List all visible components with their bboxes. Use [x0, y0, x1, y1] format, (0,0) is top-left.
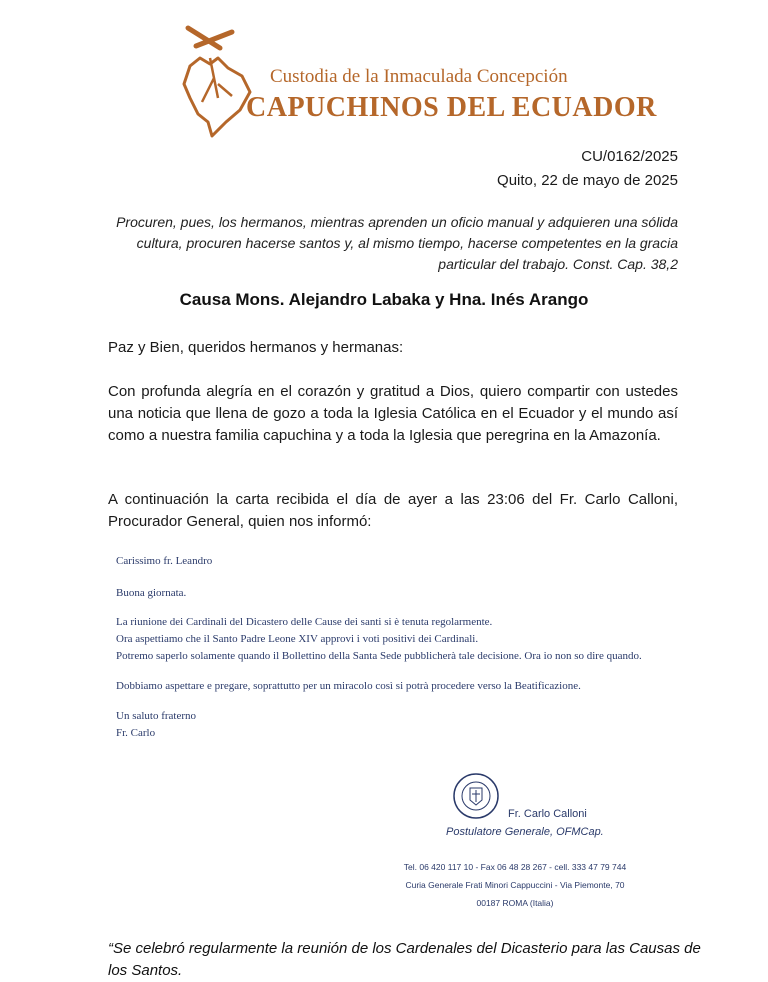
org-title: CAPUCHINOS DEL ECUADOR — [246, 92, 657, 123]
paragraph-intro-letter: A continuación la carta recibida el día de ayer a las 23:06 del Fr. Carlo Calloni, Procurador General, quien nos informó: — [108, 491, 678, 530]
signature-name: Fr. Carlo Calloni — [508, 808, 587, 820]
letter-body-line: Ora aspettiamo che il Santo Padre Leone XIV approvi i voti positivi dei Cardinali. — [116, 633, 479, 645]
paragraph-announcement: Con profunda alegría en el corazón y gratitud a Dios, quiero compartir con ustedes una noticia que llena de gozo a toda la Iglesia Católica en el Ecuador y el mundo así como a nuestra familia capuchina y a toda la Iglesia que peregrina en la Amazonía. — [108, 383, 678, 444]
document-title: Causa Mons. Alejandro Labaka y Hna. Inés Arango — [179, 290, 589, 309]
translation-quote: “Se celebró regularmente la reunión de los Cardenales del Dicasterio para las Causas de los Santos. — [108, 940, 701, 979]
epigraph: Procuren, pues, los hermanos, mientras aprenden un oficio manual y adquieren una sólida cultura, procuren hacerse santos y, al mismo tiempo, hacerse competentes en la gracia particular del trabajo. Const. Cap. 38,2 — [116, 214, 678, 272]
signature-role: Postulatore Generale, OFMCap. — [446, 826, 604, 838]
letter-body-line: La riunione dei Cardinali del Dicastero delle Cause dei santi si è tenuta regolarmente. — [116, 616, 493, 628]
reference-number: CU/0162/2025 — [581, 148, 678, 165]
contact-city: 00187 ROMA (Italia) — [476, 898, 554, 908]
letter-closing-name: Fr. Carlo — [116, 727, 156, 739]
letter-date: Quito, 22 de mayo de 2025 — [497, 172, 678, 189]
letter-salutation: Carissimo fr. Leandro — [116, 555, 213, 567]
letter-greeting: Buona giornata. — [116, 587, 187, 599]
letter-body-line: Potremo saperlo solamente quando il Bollettino della Santa Sede pubblicherà tale decisione. Ora io non so dire quando. — [116, 650, 642, 662]
letter-closing — [116, 708, 196, 742]
contact-address: Curia Generale Frati Minori Cappuccini - Via Piemonte, 70 — [405, 880, 625, 890]
org-subtitle: Custodia de la Inmaculada Concepción — [270, 66, 568, 87]
letter-exhortation: Dobbiamo aspettare e pregare, soprattutto per un miracolo così si potrà procedere verso la Beatificazione. — [116, 680, 581, 692]
postulatio-seal-icon — [452, 772, 500, 820]
letter-body — [116, 614, 642, 665]
contact-phone: Tel. 06 420 117 10 - Fax 06 48 28 267 - cell. 333 47 79 744 — [403, 862, 627, 872]
letter-closing-phrase: Un saluto fraterno — [116, 710, 197, 722]
greeting: Paz y Bien, queridos hermanos y hermanas: — [108, 339, 404, 356]
